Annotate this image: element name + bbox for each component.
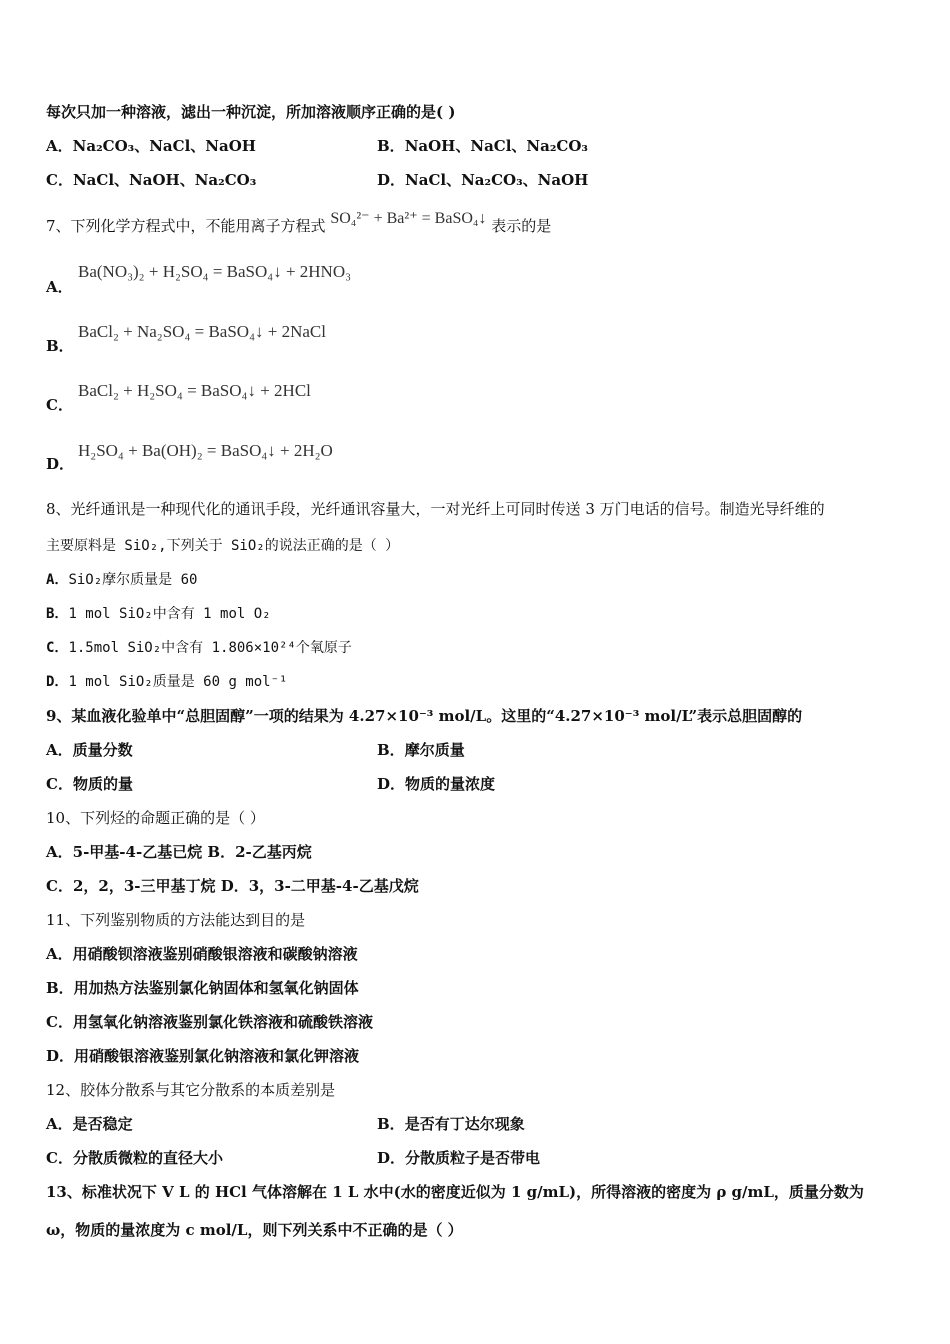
option-text: 物质的量浓度 (405, 775, 496, 793)
q11-option-c[interactable]: C．用氢氧化钠溶液鉴别氯化铁溶液和硫酸铁溶液 (46, 1013, 373, 1031)
option-label: A． (46, 137, 73, 155)
q12-option-c[interactable] (46, 1148, 223, 1168)
option-text: SiO₂摩尔质量是 60 (68, 572, 198, 588)
q7-option-c-label[interactable]: C． (46, 396, 73, 414)
option-text: NaOH、NaCl、Na₂CO₃ (404, 137, 588, 155)
q6-stem: 每次只加一种溶液，滤出一种沉淀，所加溶液顺序正确的是( ) (46, 103, 456, 121)
option-text: 分散质微粒的直径大小 (72, 1149, 223, 1167)
option-label: B． (377, 137, 405, 155)
option-label: C． (46, 640, 69, 656)
option-text: 1 mol SiO₂质量是 60 g mol⁻¹ (68, 674, 288, 690)
q9-option-d[interactable] (377, 774, 495, 794)
option-text: 物质的量 (72, 775, 133, 793)
q10-stem: 10、下列烃的命题正确的是（ ） (46, 809, 265, 827)
q10-options-line1[interactable]: A．5-甲基-4-乙基已烷 B．2-乙基丙烷 (46, 843, 312, 861)
q11-option-b[interactable]: B．用加热方法鉴别氯化钠固体和氢氧化钠固体 (46, 979, 359, 997)
option-text: NaCl、Na₂CO₃、NaOH (405, 171, 589, 189)
q7-option-d-equation: H₂SO₄ + Ba(OH)₂ = BaSO₄↓ + 2H₂O (78, 441, 333, 460)
option-label: A． (46, 1115, 73, 1133)
q6-option-b[interactable] (377, 136, 588, 156)
option-label: A． (46, 741, 73, 759)
option-label: C． (46, 775, 73, 793)
option-text: 分散质粒子是否带电 (405, 1149, 541, 1167)
q12-stem: 12、胶体分散系与其它分散系的本质差别是 (46, 1081, 336, 1099)
q13-stem-line1: 13、标准状况下 V L 的 HCl 气体溶解在 1 L 水中(水的密度近似为 1 g/mL)，所得溶液的密度为 ρ g/mL，质量分数为 (46, 1183, 864, 1201)
q9-option-b[interactable] (377, 740, 465, 760)
option-label: D． (377, 171, 406, 189)
q12-option-b[interactable] (377, 1114, 525, 1134)
q7-option-a-label[interactable]: A． (46, 278, 73, 296)
q7-option-c-equation: BaCl₂ + H₂SO₄ = BaSO₄↓ + 2HCl (78, 381, 311, 400)
q7-stem-after: 表示的是 (491, 217, 552, 235)
option-label: C． (46, 1149, 73, 1167)
option-label: B． (377, 741, 405, 759)
option-text: 1.5mol SiO₂中含有 1.806×10²⁴个氧原子 (68, 640, 352, 656)
option-text: 是否稳定 (72, 1115, 133, 1133)
q9-option-a[interactable] (46, 740, 133, 760)
option-text: Na₂CO₃、NaCl、NaOH (72, 137, 256, 155)
q7-stem-before: 7、下列化学方程式中，不能用离子方程式 (46, 217, 326, 235)
option-text: NaCl、NaOH、Na₂CO₃ (72, 171, 257, 189)
q8-stem-line2: 主要原料是 SiO₂,下列关于 SiO₂的说法正确的是（ ） (46, 538, 400, 554)
option-label: D． (377, 775, 406, 793)
option-label: A． (46, 572, 69, 588)
q10-options-line2[interactable]: C．2，2，3-三甲基丁烷 D．3，3-二甲基-4-乙基戊烷 (46, 877, 419, 895)
q9-stem: 9、某血液化验单中“总胆固醇”一项的结果为 4.27×10⁻³ mol/L。这里的“4.27×10⁻³ mol/L”表示总胆固醇的 (46, 707, 803, 725)
q7-option-b-label[interactable]: B． (46, 337, 74, 355)
option-text: 质量分数 (72, 741, 133, 759)
q7-option-d-label[interactable]: D． (46, 455, 75, 473)
q6-option-c[interactable] (46, 170, 256, 190)
option-label: B． (377, 1115, 405, 1133)
q12-option-a[interactable] (46, 1114, 133, 1134)
q6-option-d[interactable] (377, 170, 588, 190)
q6-option-a[interactable] (46, 136, 256, 156)
q12-option-d[interactable] (377, 1148, 540, 1168)
q8-option-b[interactable] (46, 604, 271, 624)
q7-option-a-equation: Ba(NO₃)₂ + H₂SO₄ = BaSO₄↓ + 2HNO₃ (78, 262, 352, 281)
q11-option-d[interactable]: D．用硝酸银溶液鉴别氯化钠溶液和氯化钾溶液 (46, 1047, 360, 1065)
q9-option-c[interactable] (46, 774, 133, 794)
option-label: C． (46, 171, 73, 189)
option-text: 是否有丁达尔现象 (404, 1115, 525, 1133)
option-text: 1 mol SiO₂中含有 1 mol O₂ (68, 606, 271, 622)
q7-stem (46, 210, 552, 237)
q13-stem-line2: ω，物质的量浓度为 c mol/L，则下列关系中不正确的是（ ） (46, 1221, 463, 1239)
q8-stem-line1: 8、光纤通讯是一种现代化的通讯手段，光纤通讯容量大，一对光纤上可同时传送 3 万门电话的信号。制造光导纤维的 (46, 500, 825, 518)
option-label: B． (46, 606, 69, 622)
option-label: D． (46, 674, 69, 690)
q11-option-a[interactable]: A．用硝酸钡溶液鉴别硝酸银溶液和碳酸钠溶液 (46, 945, 358, 963)
q8-option-d[interactable] (46, 672, 287, 692)
option-text: 摩尔质量 (404, 741, 465, 759)
q8-option-a[interactable] (46, 570, 197, 590)
q7-ionic-equation: SO₄²⁻ + Ba²⁺ = BaSO₄↓ (330, 210, 487, 227)
q7-option-b-equation: BaCl₂ + Na₂SO₄ = BaSO₄↓ + 2NaCl (78, 322, 326, 341)
q11-stem: 11、下列鉴别物质的方法能达到目的是 (46, 911, 306, 929)
q8-option-c[interactable] (46, 638, 352, 658)
option-label: D． (377, 1149, 406, 1167)
